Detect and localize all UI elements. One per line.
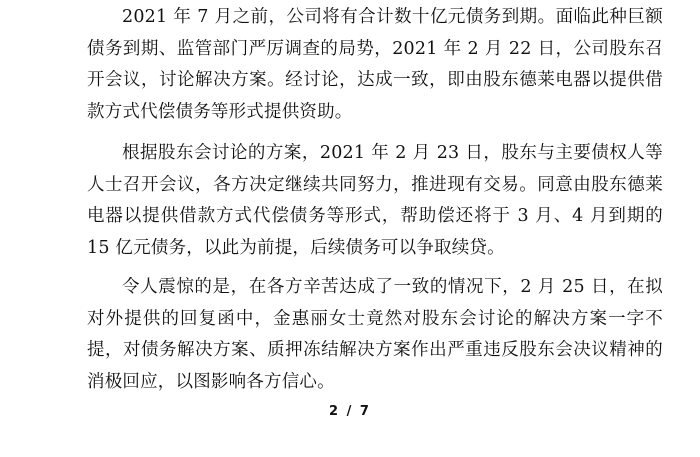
page-number: 2 / 7 — [329, 404, 371, 419]
paragraph-creditor-meeting: 根据股东会讨论的方案，2021 年 2 月 23 日，股东与主要债权人等人士召开会议，各方决定继续共同努力，推进现有交易。同意由股东德莱电器以提供借款方式代偿债务等形式，帮助偿还将于 3 月、4 月到期的 15 亿元债务，以此为前提，后续债务可以争取续贷。 — [87, 143, 663, 258]
paragraph-debt-deadline: 2021 年 7 月之前，公司将有合计数十亿元债务到期。面临此种巨额债务到期、监管部门严厉调查的局势，2021 年 2 月 22 日，公司股东召开会议，讨论解决方案。经讨论，达成一致，即由股东德莱电器以提供借款方式代偿债务等形式提供资助。 — [87, 7, 663, 122]
paragraph-reply-letter: 令人震惊的是，在各方辛苦达成了一致的情况下，2 月 25 日，在拟对外提供的回复函中，金惠丽女士竟然对股东会讨论的解决方案一字不提，对债务解决方案、质押冻结解决方案作出严重违反股东会决议精神的消极回应，以图影响各方信心。 — [87, 277, 663, 392]
